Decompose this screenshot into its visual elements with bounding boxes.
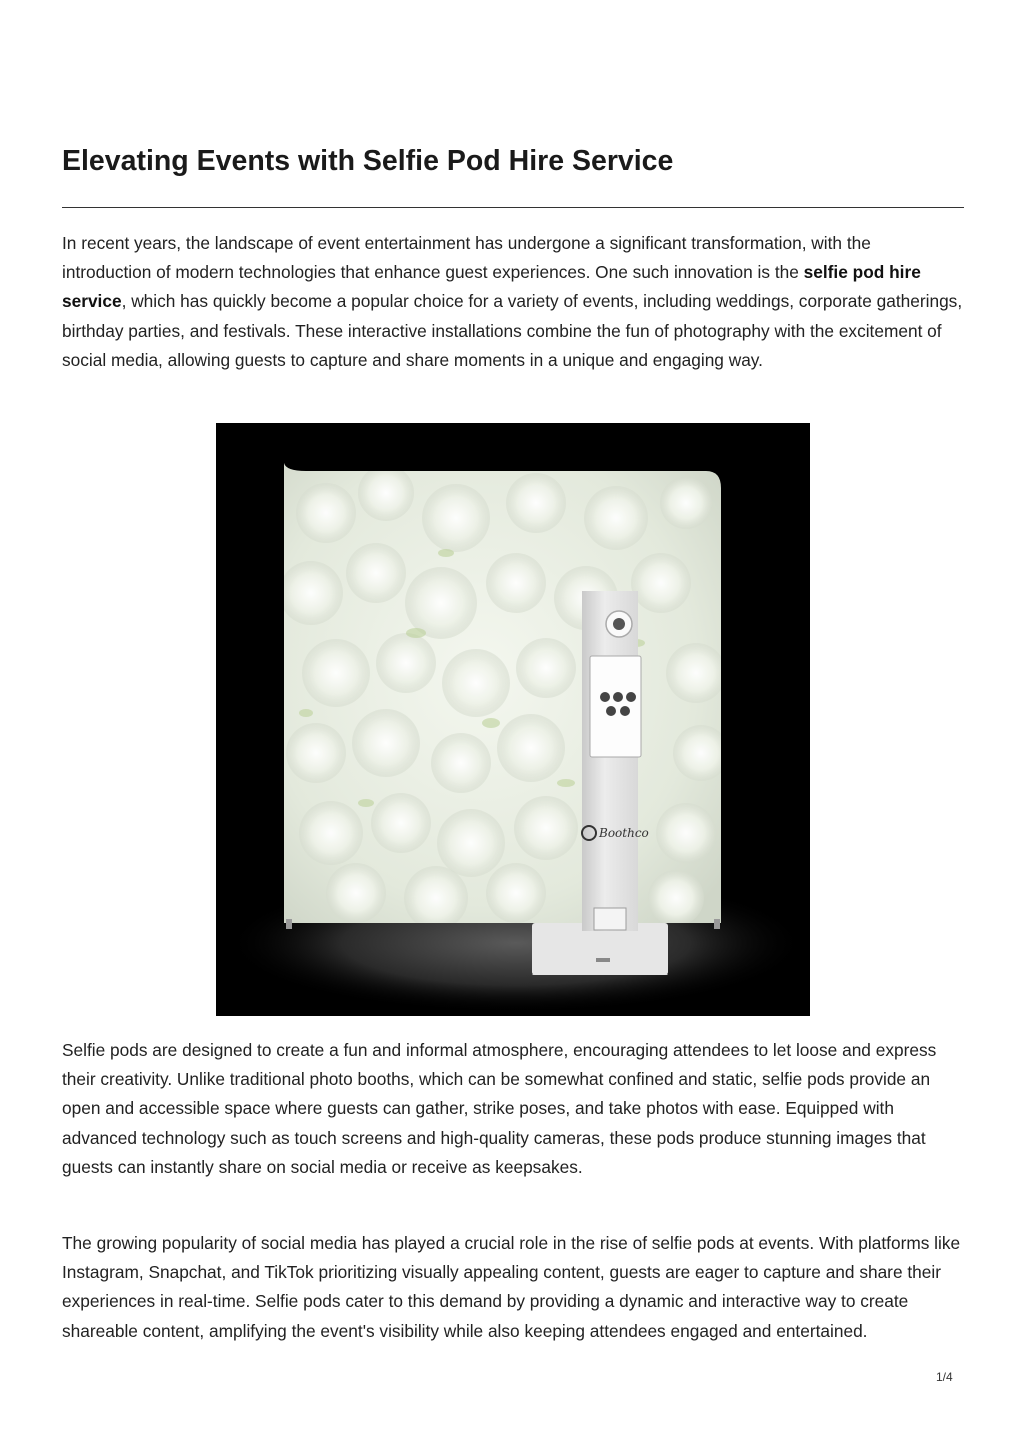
page-number: 1/4 — [936, 1370, 953, 1384]
body-paragraph-2: Selfie pods are designed to create a fun and informal atmosphere, encouraging attendees to let loose and express their creativity. Unlike traditional photo booths, which can be somewhat confined and static, selfie pods provide an open and accessible space where guests can gather, strike poses, and take photos with ease. Equipped with advanced technology such as touch screens and high-quality cameras, these pods produce stunning images that guests can instantly share on social media or receive as keepsakes. — [62, 1040, 937, 1177]
intro-bold-keyword: selfie pod hire service — [62, 262, 921, 312]
title-divider — [62, 207, 964, 208]
boothco-logo: Boothco — [599, 826, 649, 840]
intro-text-start: In recent years, the landscape of event entertainment has undergone a significant transformation, with the introduction of modern technologies that enhance guest experiences. One such innovation is the — [62, 233, 871, 283]
flower-backdrop — [279, 463, 729, 933]
intro-paragraph — [62, 229, 964, 375]
page-title: Elevating Events with Selfie Pod Hire Service — [62, 145, 674, 177]
intro-text-end: , which has quickly become a popular choice for a variety of events, including weddings, corporate gatherings, birthday parties, and festivals. These interactive installations combine the fun of photography with the excitement of social media, allowing guests to capture and share moments in a unique and engaging way. — [62, 291, 963, 370]
selfie-pod-photo — [216, 423, 810, 1016]
selfie-pod-illustration — [216, 423, 810, 1016]
backdrop-foot-left — [286, 919, 292, 929]
backdrop-foot-right — [714, 919, 720, 929]
body-paragraph-3: The growing popularity of social media has played a crucial role in the rise of selfie pods at events. With platforms like Instagram, Snapchat, and TikTok prioritizing visually appealing content, guests are eager to capture and share their experiences in real-time. Selfie pods cater to this demand by providing a dynamic and interactive way to create shareable content, amplifying the event's visibility while also keeping attendees engaged and entertained. — [62, 1233, 961, 1341]
